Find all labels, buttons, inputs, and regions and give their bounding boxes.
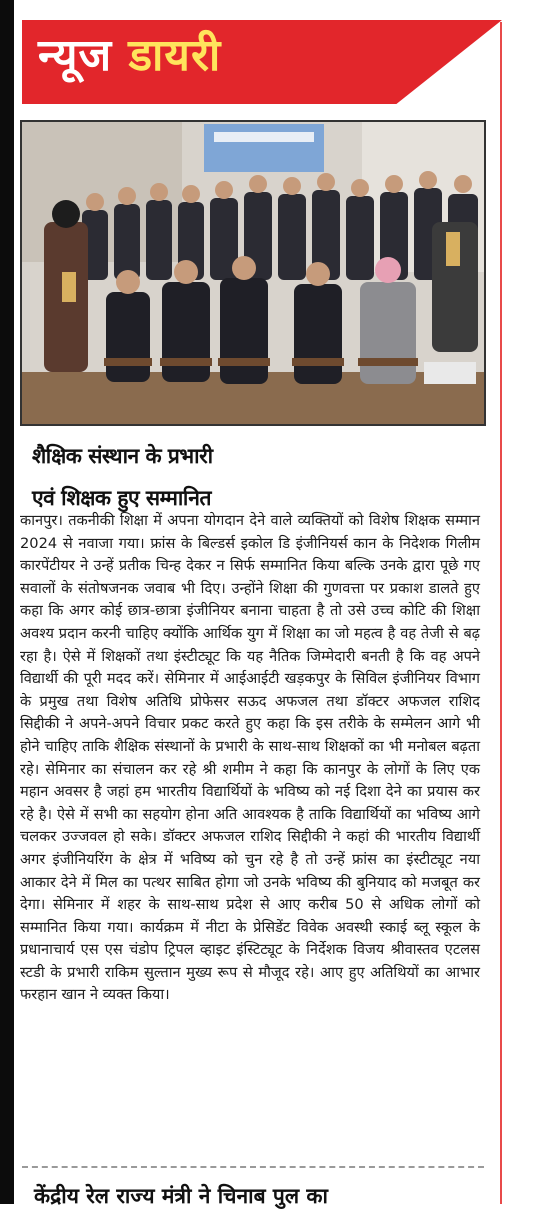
group-photo-illustration — [22, 122, 484, 424]
article-headline-line1: शैक्षिक संस्थान के प्रभारी — [32, 444, 213, 468]
section-title-part2: डायरी — [128, 30, 222, 81]
news-photo — [20, 120, 486, 426]
column-rule — [500, 22, 502, 1204]
next-article-headline: केंद्रीय रेल राज्य मंत्री ने चिनाब पुल का — [34, 1184, 328, 1208]
page-edge-bar — [0, 0, 14, 1204]
article-divider — [22, 1166, 484, 1168]
section-title-part1: न्यूज — [38, 30, 113, 81]
section-title — [38, 26, 221, 86]
article-headline-line2: एवं शिक्षक हुए सम्मानित — [32, 486, 211, 510]
article-body: कानपुर। तकनीकी शिक्षा में अपना योगदान देने वाले व्यक्तियों को विशेष शिक्षक सम्मान 2024 से नवाजा गया। फ्रांस के बिल्डर्स इकोल डि इंजीनियर्स कान के निदेशक गिलीम कारपेंटीयर ने उन्हें प्रतीक चिन्ह देकर न सिर्फ सम्मानित किया बल्कि उनके द्वारा पूछे गए सवालों के संतोषजनक जवाब भी दिए। उन्होंने शिक्षा की गुणवत्ता पर प्रकाश डालते हुए कहा कि अगर कोई छात्र-छात्रा इंजीनियर बनाना चाहता है तो उसे उच्च कोटि की शिक्षा अवश्य प्रदान करनी चाहिए क्योंकि आर्थिक युग में शिक्षा का जो महत्व है वह तेजी से बढ़ रहा है। ऐसे में शिक्षकों तथा इंस्टीट्यूट कि यह नैतिक जिम्मेदारी बनती है कि वह अपने विद्यार्थी की पूरी मदद करें। सेमिनार में आईआईटी खड़कपुर के सिविल इंजीनियर विभाग के प्रमुख तथा विशेष अतिथि प्रोफेसर सऊद अफजल तथा डॉक्टर अफजल राशिद सिद्दीकी ने अपने-अपने विचार प्रकट करते हुए कहा कि इस तरीके के सम्मेलन आगे भी होने चाहिए ताकि शैक्षिक संस्थानों के प्रभारी के साथ-साथ शिक्षकों का भी मनोबल बढ़ता रहे। सेमिनार का संचालन कर रहे श्री शमीम ने कहा कि कानपुर के लोगों के लिए एक महान अवसर है जहां हम भारतीय विद्यार्थियों के भविष्य को नई दिशा देने का प्रयास कर रहे है। ऐसे में सभी का सहयोग होना अति आवश्यक है ताकि विद्यार्थियों का भविष्य आगे चलकर उज्जवल हो सके। डॉक्टर अफजल राशिद सिद्दीकी ने कहां की भारतीय विद्यार्थी अगर इंजीनियरिंग के क्षेत्र में भविष्य को चुन रहे है तो उन्हें फ्रांस का इंस्टीट्यूट नया आकार देने में मिल का पत्थर साबित होगा जो उनके भविष्य की बुनियाद को मजबूत कर देगा। सेमिनार में शहर के साथ-साथ प्रदेश से आए करीब 50 से अधिक लोगों को सम्मानित किया गया। कार्यक्रम में नीटा के प्रेसिडेंट विवेक अवस्थी स्काई ब्लू स्कूल के प्रधानाचार्य एस एस चंडोप ट्रिपल व्हाइट इंस्टिट्यूट के निर्देशक विजय श्रीवास्तव एटलस स्टडी के प्रभारी राकिम सुल्तान मुख्य रूप से मौजूद रहे। आए हुए अतिथियों का आभार फरहान खान ने व्यक्त किया। — [20, 512, 480, 1004]
